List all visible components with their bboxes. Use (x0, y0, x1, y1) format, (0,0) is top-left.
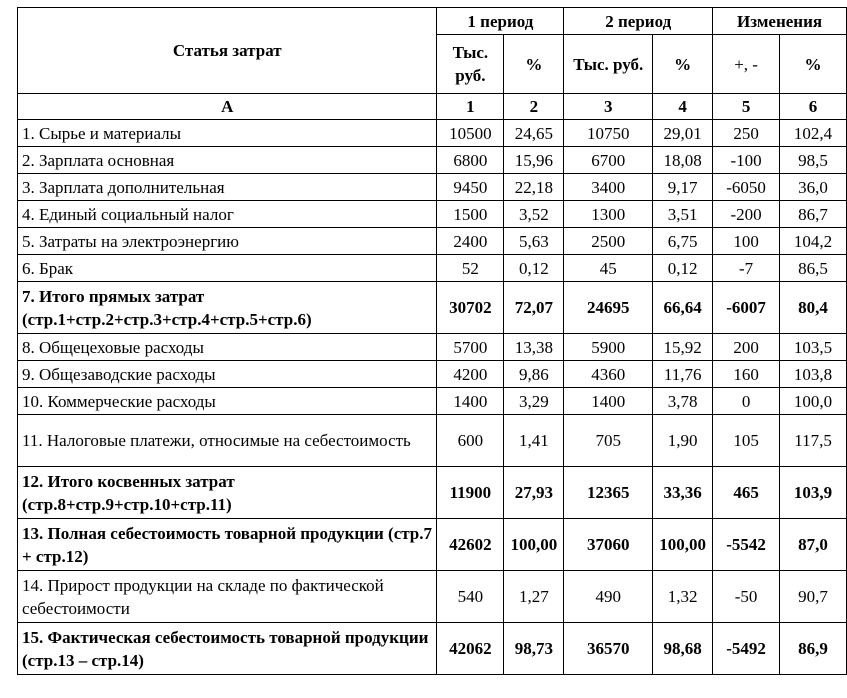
cell-period2-value: 45 (564, 255, 653, 282)
cell-period1-value: 1500 (437, 201, 504, 228)
table-row-total-indirect (18, 467, 847, 519)
cell-period2-percent: 66,64 (653, 282, 713, 334)
header-idx-1: 1 (437, 94, 504, 120)
cell-change-abs: 250 (713, 120, 780, 147)
cell-period1-percent: 3,52 (504, 201, 564, 228)
cell-period2-value: 37060 (564, 519, 653, 571)
cell-change-abs: -5492 (713, 623, 780, 675)
cell-period2-value: 490 (564, 571, 653, 623)
cell-change-abs: -7 (713, 255, 780, 282)
cell-period2-percent: 18,08 (653, 147, 713, 174)
table-row-full-cost (18, 519, 847, 571)
row-label: 15. Фактическая себестоимость товарной продукции (стр.13 – стр.14) (18, 623, 437, 675)
cell-period2-percent: 1,90 (653, 415, 713, 467)
cell-change-percent: 100,0 (780, 388, 847, 415)
cell-change-percent: 86,7 (780, 201, 847, 228)
cell-change-percent: 86,9 (780, 623, 847, 675)
cell-period1-value: 42602 (437, 519, 504, 571)
cell-period1-percent: 15,96 (504, 147, 564, 174)
cell-period1-value: 11900 (437, 467, 504, 519)
header-period-1: 1 период (437, 8, 564, 35)
cell-change-abs: 160 (713, 361, 780, 388)
header-plus-minus: +, - (713, 35, 780, 94)
cell-period1-percent: 22,18 (504, 174, 564, 201)
cell-change-abs: 105 (713, 415, 780, 467)
header-percent-2: % (653, 35, 713, 94)
cell-period2-value: 1300 (564, 201, 653, 228)
cell-change-abs: 200 (713, 334, 780, 361)
cell-change-percent: 117,5 (780, 415, 847, 467)
cell-period1-value: 1400 (437, 388, 504, 415)
cell-period2-percent: 15,92 (653, 334, 713, 361)
header-idx-5: 5 (713, 94, 780, 120)
cell-change-abs: -200 (713, 201, 780, 228)
row-label: 9. Общезаводские расходы (18, 361, 437, 388)
cell-period1-percent: 3,29 (504, 388, 564, 415)
cell-period2-value: 24695 (564, 282, 653, 334)
cell-period2-value: 10750 (564, 120, 653, 147)
cell-period1-percent: 27,93 (504, 467, 564, 519)
header-idx-6: 6 (780, 94, 847, 120)
header-period-2: 2 период (564, 8, 713, 35)
header-idx-2: 2 (504, 94, 564, 120)
cell-period2-percent: 98,68 (653, 623, 713, 675)
table-row (18, 388, 847, 415)
table-row (18, 174, 847, 201)
cell-period1-value: 10500 (437, 120, 504, 147)
header-percent-3: % (780, 35, 847, 94)
header-thous-rub-1: Тыс. руб. (437, 35, 504, 94)
cell-period2-value: 2500 (564, 228, 653, 255)
cell-period2-percent: 33,36 (653, 467, 713, 519)
table-row (18, 334, 847, 361)
header-percent-1: % (504, 35, 564, 94)
row-label: 2. Зарплата основная (18, 147, 437, 174)
cell-period2-percent: 100,00 (653, 519, 713, 571)
row-label: 5. Затраты на электроэнергию (18, 228, 437, 255)
cell-period2-value: 1400 (564, 388, 653, 415)
cell-change-percent: 86,5 (780, 255, 847, 282)
row-label: 6. Брак (18, 255, 437, 282)
cell-period1-value: 42062 (437, 623, 504, 675)
cell-period2-value: 6700 (564, 147, 653, 174)
cell-period1-value: 9450 (437, 174, 504, 201)
cell-change-abs: -100 (713, 147, 780, 174)
cell-period2-percent: 6,75 (653, 228, 713, 255)
cell-change-percent: 90,7 (780, 571, 847, 623)
cell-period1-value: 6800 (437, 147, 504, 174)
cell-period2-percent: 11,76 (653, 361, 713, 388)
cell-change-percent: 98,5 (780, 147, 847, 174)
header-row-periods (18, 8, 847, 35)
cost-table (17, 7, 847, 675)
row-label: 11. Налоговые платежи, относимые на себестоимость (18, 415, 437, 467)
cell-period2-value: 3400 (564, 174, 653, 201)
row-label: 10. Коммерческие расходы (18, 388, 437, 415)
cell-period2-value: 36570 (564, 623, 653, 675)
cell-period2-percent: 3,51 (653, 201, 713, 228)
table-row (18, 201, 847, 228)
cell-change-abs: -50 (713, 571, 780, 623)
cost-table-container (17, 7, 847, 675)
cell-change-percent: 102,4 (780, 120, 847, 147)
cell-period1-percent: 9,86 (504, 361, 564, 388)
cell-change-abs: 465 (713, 467, 780, 519)
table-row (18, 255, 847, 282)
cell-period1-percent: 0,12 (504, 255, 564, 282)
cell-period2-percent: 0,12 (653, 255, 713, 282)
table-row-actual-cost (18, 623, 847, 675)
cell-change-percent: 104,2 (780, 228, 847, 255)
cell-change-percent: 103,5 (780, 334, 847, 361)
cell-period1-value: 4200 (437, 361, 504, 388)
cell-period1-value: 600 (437, 415, 504, 467)
row-label: 13. Полная себестоимость товарной продукции (стр.7 + стр.12) (18, 519, 437, 571)
row-label: 1. Сырье и материалы (18, 120, 437, 147)
cell-period2-value: 12365 (564, 467, 653, 519)
table-row (18, 228, 847, 255)
row-label: 8. Общецеховые расходы (18, 334, 437, 361)
cell-period1-percent: 98,73 (504, 623, 564, 675)
table-row (18, 571, 847, 623)
cell-change-abs: -6050 (713, 174, 780, 201)
cell-period2-percent: 3,78 (653, 388, 713, 415)
table-row-total-direct (18, 282, 847, 334)
row-label: 12. Итого косвенных затрат (стр.8+стр.9+стр.10+стр.11) (18, 467, 437, 519)
cell-period1-value: 30702 (437, 282, 504, 334)
table-row (18, 361, 847, 388)
cell-period1-value: 5700 (437, 334, 504, 361)
header-changes: Изменения (713, 8, 847, 35)
header-idx-a: А (18, 94, 437, 120)
cell-period1-value: 540 (437, 571, 504, 623)
cell-period1-percent: 13,38 (504, 334, 564, 361)
table-row (18, 147, 847, 174)
cell-period1-percent: 1,27 (504, 571, 564, 623)
cell-period1-percent: 24,65 (504, 120, 564, 147)
row-label: 7. Итого прямых затрат (стр.1+стр.2+стр.3+стр.4+стр.5+стр.6) (18, 282, 437, 334)
cell-period2-percent: 9,17 (653, 174, 713, 201)
table-row (18, 120, 847, 147)
cell-change-percent: 87,0 (780, 519, 847, 571)
cell-change-percent: 103,9 (780, 467, 847, 519)
cell-period2-percent: 1,32 (653, 571, 713, 623)
cell-period2-value: 5900 (564, 334, 653, 361)
cell-period1-value: 2400 (437, 228, 504, 255)
cell-period1-percent: 5,63 (504, 228, 564, 255)
header-article: Статья затрат (18, 8, 437, 94)
table-row (18, 415, 847, 467)
row-label: 4. Единый социальный налог (18, 201, 437, 228)
cell-period1-percent: 1,41 (504, 415, 564, 467)
cell-period2-percent: 29,01 (653, 120, 713, 147)
cell-period2-value: 4360 (564, 361, 653, 388)
cell-change-percent: 80,4 (780, 282, 847, 334)
row-label: 3. Зарплата дополнительная (18, 174, 437, 201)
cell-period1-value: 52 (437, 255, 504, 282)
header-row-index (18, 94, 847, 120)
cell-change-abs: -5542 (713, 519, 780, 571)
cell-change-abs: 0 (713, 388, 780, 415)
cell-change-abs: -6007 (713, 282, 780, 334)
header-idx-4: 4 (653, 94, 713, 120)
cell-change-abs: 100 (713, 228, 780, 255)
header-thous-rub-2: Тыс. руб. (564, 35, 653, 94)
cell-period2-value: 705 (564, 415, 653, 467)
cell-change-percent: 103,8 (780, 361, 847, 388)
cell-period1-percent: 100,00 (504, 519, 564, 571)
header-idx-3: 3 (564, 94, 653, 120)
row-label: 14. Прирост продукции на складе по фактической себестоимости (18, 571, 437, 623)
cell-change-percent: 36,0 (780, 174, 847, 201)
cell-period1-percent: 72,07 (504, 282, 564, 334)
